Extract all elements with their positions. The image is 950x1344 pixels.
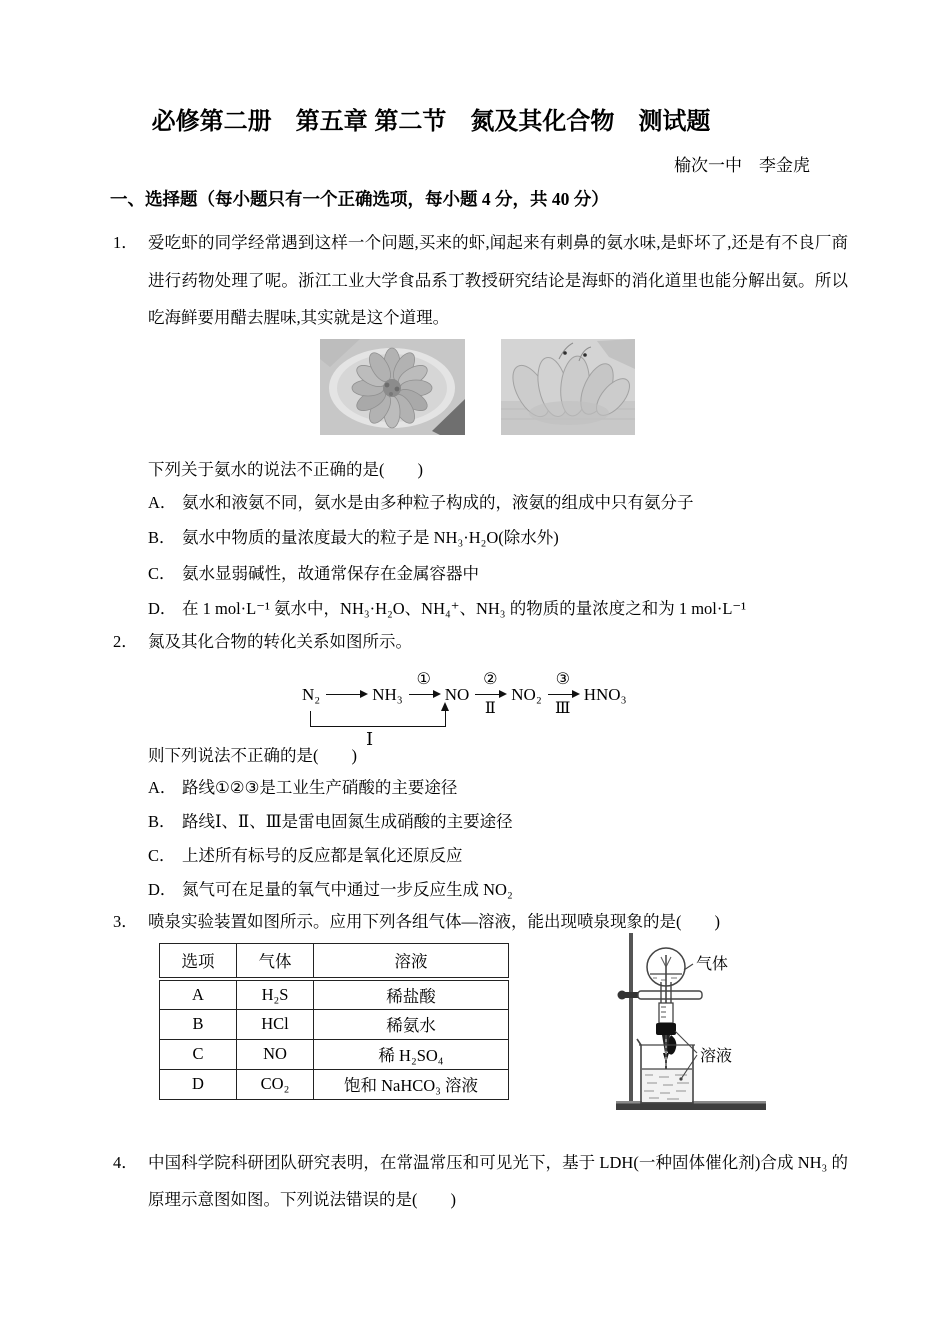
fountain-apparatus-figure (613, 927, 803, 1122)
shrimp-pile-photo (501, 339, 635, 435)
table-cell: A (160, 979, 237, 1009)
question-2-number: 2． (113, 631, 138, 651)
nitrogen-conversion-diagram (300, 657, 629, 749)
flask-ring (638, 991, 702, 999)
option-2c (148, 839, 950, 873)
table-cell: HCl (237, 1009, 314, 1039)
question-2-prompt: 则下列说法不正确的是( ) (148, 745, 357, 765)
question-1-stem: 爱吃虾的同学经常遇到这样一个问题,买来的虾,闻起来有刺鼻的氨水味,是虾坏了,还是有不良厂商进行药物处理了呢。浙江工业大学食品系丁教授研究结论是海虾的消化道里也能分解出氨。所以吃海鲜要用醋去腥味,其实就是这个道理。 (148, 233, 848, 327)
section-heading: 一、选择题（每小题只有一个正确选项，每小题 4 分，共 40 分） (110, 189, 609, 209)
table-row (160, 1069, 509, 1099)
loop-bracket-arrow (310, 711, 446, 727)
species-no2: NO₂ (511, 684, 542, 704)
step3-label-bottom: Ⅲ (555, 699, 571, 717)
question-1-prompt: 下列关于氨水的说法不正确的是( ) (148, 459, 423, 479)
table-cell: B (160, 1009, 237, 1039)
graduated-tube (659, 1003, 673, 1023)
option-2c-label: C． (148, 845, 176, 865)
pinch-clamp (656, 1023, 676, 1035)
option-2b-label: B． (148, 811, 176, 831)
table-row (160, 1009, 509, 1039)
question-1-options (0, 485, 950, 627)
question-4-number: 4． (113, 1152, 138, 1172)
step2-label-top: ② (483, 670, 498, 688)
loop-label: Ⅰ (366, 728, 374, 749)
table-cell: D (160, 1069, 237, 1099)
option-2d-text: 氮气可在足量的氧气中通过一步反应生成 NO₂ (182, 879, 513, 899)
table-cell: NO (237, 1039, 314, 1069)
table-cell: CO₂ (237, 1069, 314, 1099)
option-1d-text: 在 1 mol·L⁻¹ 氨水中，NH₃·H₂O、NH₄⁺、NH₃ 的物质的量浓度之和为 1 mol·L⁻¹ (182, 599, 747, 618)
solution-label: 溶液 (700, 1047, 733, 1065)
table-row (160, 1039, 509, 1069)
table-header-row (160, 943, 509, 979)
gas-label: 气体 (696, 955, 729, 973)
option-1b-label: B． (148, 528, 176, 547)
option-2d (148, 873, 950, 907)
solution-pointer-line-1 (675, 1031, 697, 1053)
option-2c-text: 上述所有标号的反应都是氧化还原反应 (182, 845, 463, 865)
question-4-stem: 中国科学院科研团队研究表明，在常温常压和可见光下，基于 LDH(一种固体催化剂)合成 NH₃ 的原理示意图如图。下列说法错误的是( ) (148, 1152, 848, 1209)
stand-base (616, 1103, 766, 1110)
species-hno3: HNO₃ (583, 684, 627, 704)
author-line: 榆次一中 李金虎 (674, 156, 810, 175)
table-header-gas: 气体 (237, 943, 314, 979)
option-2b-text: 路线Ⅰ、Ⅱ、Ⅲ是雷电固氮生成硝酸的主要途径 (182, 811, 513, 831)
photo-row (320, 339, 950, 435)
arrow-step3 (548, 670, 578, 717)
option-1a-text: 氨水和液氨不同，氨水是由多种粒子构成的，液氨的组成中只有氨分子 (182, 492, 694, 512)
question-3-number: 3． (113, 911, 138, 931)
table-cell: C (160, 1039, 237, 1069)
option-1a (148, 485, 950, 521)
table-header-solution: 溶液 (314, 943, 509, 979)
question-3-figure-row (0, 943, 950, 1122)
question-2-stem: 氮及其化合物的转化关系如图所示。 (148, 631, 412, 651)
species-n2: N₂ (302, 684, 321, 704)
question-2 (113, 627, 848, 657)
option-1a-label: A． (148, 492, 177, 512)
arrow-step2 (475, 670, 505, 717)
option-2d-label: D． (148, 879, 177, 899)
stand-rod (629, 933, 633, 1105)
question-4 (113, 1144, 848, 1218)
question-1-number: 1． (113, 233, 138, 252)
arrow-step1 (409, 670, 439, 696)
table-row (160, 979, 509, 1009)
table-cell: 稀氨水 (314, 1009, 509, 1039)
option-1b-text: 氨水中物质的量浓度最大的粒子是 NH₃·H₂O(除水外) (182, 528, 559, 547)
option-1d-label: D． (148, 599, 177, 618)
option-1d (148, 591, 950, 627)
option-1c-label: C． (148, 563, 176, 583)
question-2-options (0, 771, 950, 907)
table-cell: 饱和 NaHCO₃ 溶液 (314, 1069, 509, 1099)
reaction-chain (300, 670, 629, 717)
option-2a-label: A． (148, 777, 177, 797)
option-1c-text: 氨水显弱碱性，故通常保存在金属容器中 (182, 563, 479, 583)
option-2a-text: 路线①②③是工业生产硝酸的主要途径 (182, 777, 458, 797)
question-1 (113, 224, 848, 337)
step2-label-bottom: Ⅱ (484, 699, 496, 717)
table-cell: H₂S (237, 979, 314, 1009)
option-1c (148, 556, 950, 592)
table-cell: 稀盐酸 (314, 979, 509, 1009)
species-no: NO (444, 684, 470, 704)
shrimp-plate-photo (320, 339, 465, 435)
table-cell: 稀 H₂SO₄ (314, 1039, 509, 1069)
option-1b (148, 520, 950, 556)
page-title: 必修第二册 第五章 第二节 氮及其化合物 测试题 (151, 108, 711, 135)
gas-solution-table (159, 943, 509, 1100)
arrow-n2-nh3 (326, 694, 366, 696)
species-nh3: NH₃ (372, 684, 403, 704)
question-3-stem: 喷泉实验装置如图所示。应用下列各组气体—溶液，能出现喷泉现象的是( ) (148, 911, 720, 931)
table-header-option: 选项 (160, 943, 237, 979)
step3-label-top: ③ (555, 670, 570, 688)
step1-label: ① (416, 670, 431, 688)
option-2a (148, 771, 950, 805)
option-2b (148, 805, 950, 839)
